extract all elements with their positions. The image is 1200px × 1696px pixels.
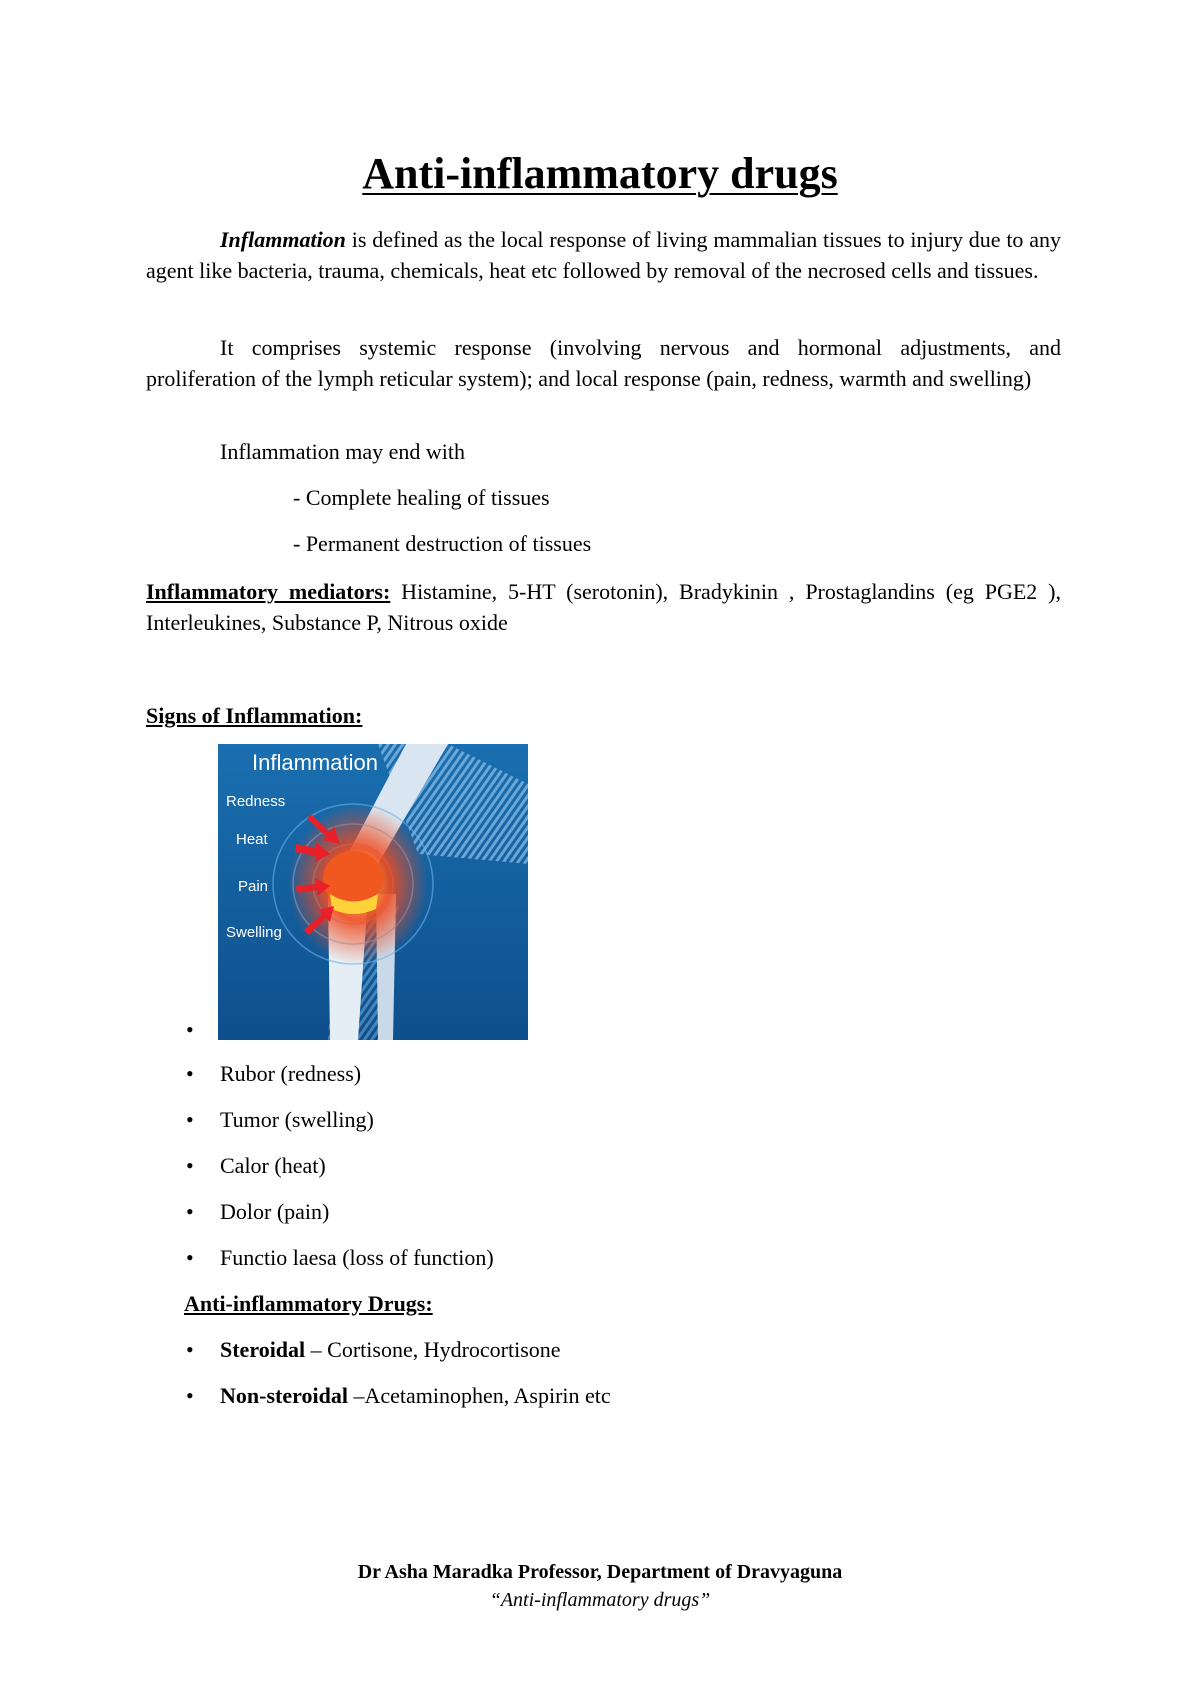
footer-doc-title: “Anti-inflammatory drugs” <box>489 1589 711 1611</box>
comprises-paragraph: It comprises systemic response (involving nervous and hormonal adjustments, and proliferation of the lymph reticular system); and local response (pain, redness, warmth and swelling) <box>146 335 1061 391</box>
ending-lead: Inflammation may end with <box>220 439 465 464</box>
bullet-icon: • <box>186 1017 194 1042</box>
bullet-icon: • <box>186 1153 194 1178</box>
page-title: Anti-inflammatory drugs <box>362 149 838 198</box>
bullet-icon: • <box>186 1245 194 1270</box>
figure-label-swelling: Swelling <box>226 924 282 941</box>
sign-tumor: Tumor (swelling) <box>220 1107 374 1132</box>
figure-label-redness: Redness <box>226 793 286 810</box>
ending-item-healing: - Complete healing of tissues <box>293 485 550 510</box>
signs-heading: Signs of Inflammation: <box>146 703 363 728</box>
mediators-text: Histamine, 5-HT (serotonin), Bradykinin , Prostaglandins (eg PGE2 ), Interleukines, Substance P, Nitrous oxide <box>146 579 1062 635</box>
list-item <box>186 1380 611 1411</box>
mediators-label: Inflammatory mediators: <box>146 579 391 604</box>
list-item <box>186 1058 361 1089</box>
figure-label-heat: Heat <box>236 831 268 848</box>
drug-steroidal-label: Steroidal <box>220 1337 306 1362</box>
definition-text: is defined as the local response of living mammalian tissues to injury due to any agent like bacteria, trauma, chemicals, heat etc followed by removal of the necrosed cells and tissues. <box>146 227 1061 283</box>
figure-title: Inflammation <box>252 750 378 775</box>
bullet-icon: • <box>186 1337 194 1362</box>
drug-nonsteroidal-text: –Acetaminophen, Aspirin etc <box>347 1383 611 1408</box>
list-item <box>186 1196 329 1227</box>
mediators-paragraph <box>146 576 1061 638</box>
drug-nonsteroidal-label: Non-steroidal <box>220 1383 348 1408</box>
bullet-icon: • <box>186 1061 194 1086</box>
inflammation-knee-illustration <box>218 744 528 1040</box>
inflammation-definition <box>146 224 1061 286</box>
bullet-icon: • <box>186 1383 194 1408</box>
bullet-icon: • <box>186 1199 194 1224</box>
term-inflammation: Inflammation <box>220 227 346 252</box>
list-item <box>186 1242 494 1273</box>
sign-dolor: Dolor (pain) <box>220 1199 330 1224</box>
sign-rubor: Rubor (redness) <box>220 1061 362 1086</box>
bullet-icon: • <box>186 1107 194 1132</box>
list-item <box>186 1014 220 1045</box>
drug-steroidal-text: – Cortisone, Hydrocortisone <box>305 1337 561 1362</box>
footer-author: Dr Asha Maradka Professor, Department of Dravyaguna <box>357 1561 843 1583</box>
sign-functio-laesa: Functio laesa (loss of function) <box>220 1245 494 1270</box>
list-item <box>186 1104 374 1135</box>
ending-item-destruction: - Permanent destruction of tissues <box>293 531 592 556</box>
figure-label-pain: Pain <box>238 878 269 895</box>
list-item <box>186 1334 561 1365</box>
sign-calor: Calor (heat) <box>220 1153 326 1178</box>
drugs-heading: Anti-inflammatory Drugs: <box>184 1291 433 1316</box>
list-item <box>186 1150 326 1181</box>
